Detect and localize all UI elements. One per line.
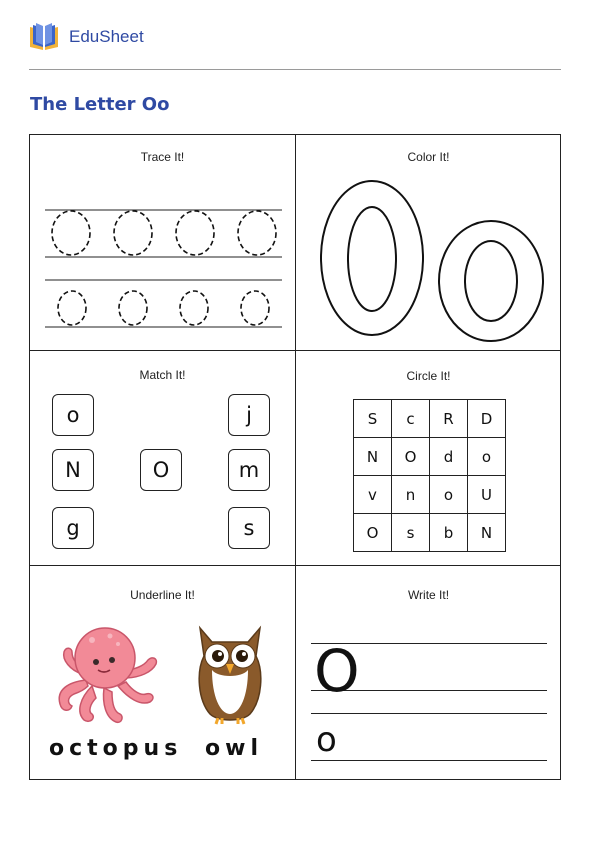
letter-cell[interactable]: s	[392, 514, 430, 552]
letter-cell[interactable]: d	[430, 438, 468, 476]
write-lowercase-letter[interactable]: o	[316, 720, 337, 760]
letter-cell[interactable]: D	[468, 400, 506, 438]
word-owl[interactable]: owl	[205, 736, 263, 761]
trace-lowercase-o[interactable]	[180, 291, 208, 325]
letter-cell[interactable]: S	[354, 400, 392, 438]
trace-lowercase-o[interactable]	[119, 291, 147, 325]
letter-cell[interactable]: c	[392, 400, 430, 438]
letter-cell[interactable]: O	[392, 438, 430, 476]
match-tile-right[interactable]: m	[228, 449, 270, 491]
match-tile-center[interactable]: O	[140, 449, 182, 491]
write-section	[296, 566, 561, 779]
letter-grid-row	[354, 438, 506, 476]
octopus-icon	[48, 620, 168, 730]
match-tile-left[interactable]: N	[52, 449, 94, 491]
letter-grid-row	[354, 514, 506, 552]
book-logo-icon	[28, 21, 60, 53]
word-octopus[interactable]: octopus	[49, 736, 183, 761]
color-lowercase-o[interactable]	[439, 221, 543, 341]
trace-lowercase-o[interactable]	[58, 291, 86, 325]
letter-cell[interactable]: N	[354, 438, 392, 476]
match-tile-left[interactable]: o	[52, 394, 94, 436]
worksheet-grid	[29, 134, 561, 780]
match-tile-right[interactable]: s	[228, 507, 270, 549]
letter-cell[interactable]: O	[354, 514, 392, 552]
header-divider	[29, 69, 561, 70]
write-title: Write It!	[407, 588, 450, 602]
trace-lines	[30, 135, 295, 350]
letter-cell[interactable]: v	[354, 476, 392, 514]
brand-name: EduSheet	[69, 27, 144, 46]
letter-cell[interactable]: N	[468, 514, 506, 552]
letter-cell[interactable]: U	[468, 476, 506, 514]
letter-grid-row	[354, 476, 506, 514]
letter-cell[interactable]: n	[392, 476, 430, 514]
trace-uppercase-o[interactable]	[114, 211, 152, 255]
write-uppercase-letter[interactable]: O	[314, 637, 360, 705]
color-uppercase-o[interactable]	[321, 181, 423, 335]
color-title: Color It!	[407, 150, 450, 164]
trace-lowercase-o[interactable]	[241, 291, 269, 325]
color-section	[296, 135, 561, 350]
header	[28, 20, 144, 54]
match-tile-right[interactable]: j	[228, 394, 270, 436]
match-tile-left[interactable]: g	[52, 507, 94, 549]
trace-uppercase-o[interactable]	[52, 211, 90, 255]
letter-grid-row	[354, 400, 506, 438]
trace-uppercase-o[interactable]	[238, 211, 276, 255]
letter-cell[interactable]: R	[430, 400, 468, 438]
trace-uppercase-o[interactable]	[176, 211, 214, 255]
trace-title: Trace It!	[140, 150, 185, 164]
write-line	[311, 760, 547, 761]
page-title: The Letter Oo	[30, 94, 170, 115]
write-line	[311, 713, 547, 714]
letter-cell[interactable]: b	[430, 514, 468, 552]
match-section	[30, 351, 295, 565]
owl-icon	[190, 622, 270, 726]
letter-cell[interactable]: o	[468, 438, 506, 476]
trace-section	[30, 135, 295, 350]
circle-title: Circle It!	[406, 369, 451, 383]
letter-cell[interactable]: o	[430, 476, 468, 514]
letter-grid	[353, 399, 506, 552]
circle-section	[296, 351, 561, 565]
underline-section	[30, 566, 295, 779]
color-letters	[296, 135, 561, 350]
match-title: Match It!	[139, 368, 186, 382]
underline-title: Underline It!	[130, 588, 195, 602]
